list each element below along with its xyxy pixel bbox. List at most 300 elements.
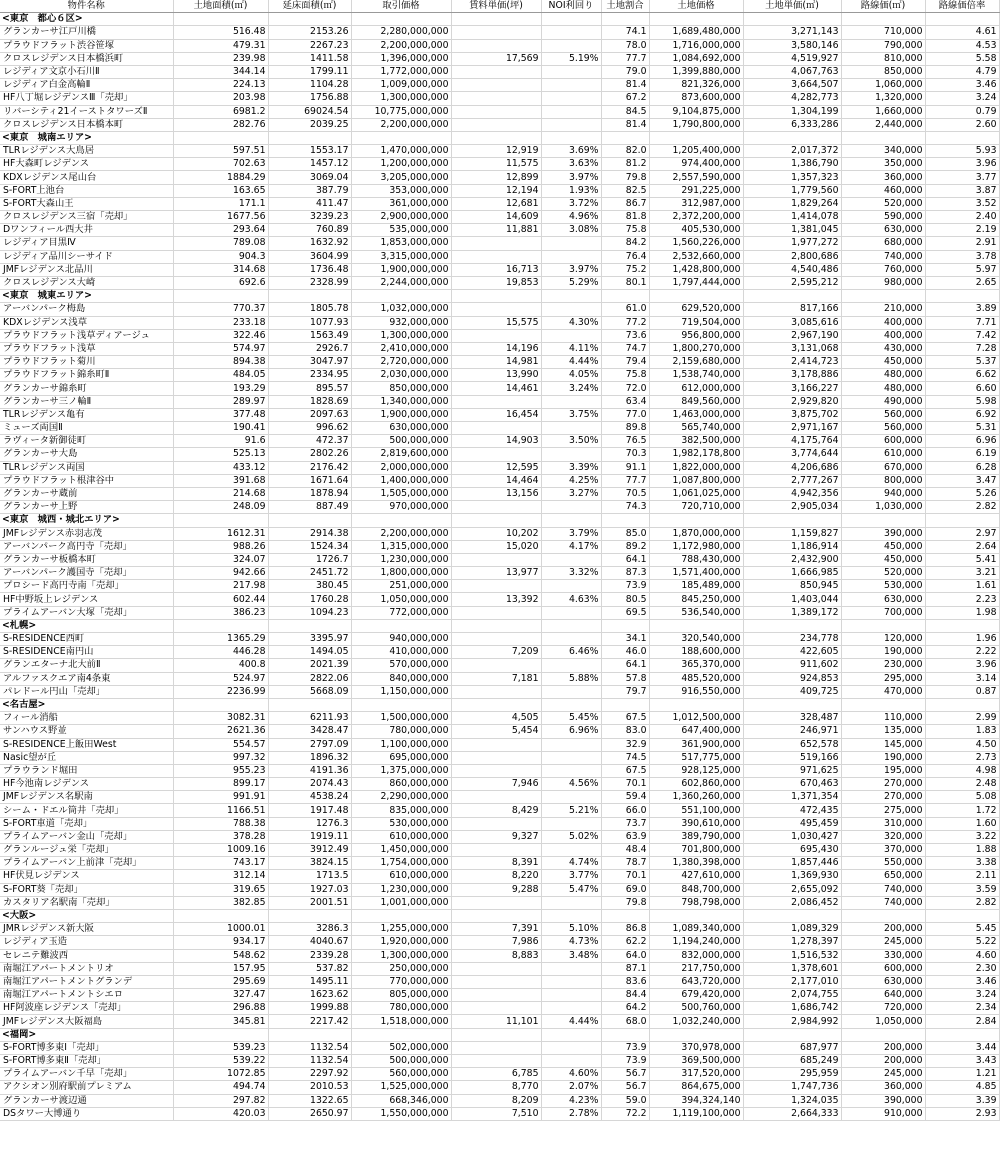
column-header: 土地価格 bbox=[649, 0, 743, 13]
value-cell: 275,000 bbox=[841, 804, 925, 817]
value-cell: 551,100,000 bbox=[649, 804, 743, 817]
value-cell: 1563.49 bbox=[268, 329, 351, 342]
section-title: <東京 都心６区> bbox=[0, 13, 173, 26]
value-cell: 78.0 bbox=[601, 39, 649, 52]
empty-cell bbox=[743, 290, 841, 303]
value-cell: 895.57 bbox=[268, 382, 351, 395]
value-cell: 560,000 bbox=[841, 408, 925, 421]
value-cell: 602.44 bbox=[173, 593, 268, 606]
value-cell: 4,067,763 bbox=[743, 65, 841, 78]
value-cell: 536,540,000 bbox=[649, 606, 743, 619]
value-cell: 80.5 bbox=[601, 593, 649, 606]
table-row bbox=[0, 39, 999, 52]
property-name-cell: グランカーサ三ノ輪Ⅱ bbox=[0, 395, 173, 408]
property-name-cell: カスタリア名駅南「売却」 bbox=[0, 896, 173, 909]
column-header: 土地単価(㎡) bbox=[743, 0, 841, 13]
value-cell: 4.30% bbox=[541, 316, 601, 329]
value-cell: 760,000 bbox=[841, 263, 925, 276]
value-cell: 850,000,000 bbox=[351, 382, 451, 395]
value-cell: 75.8 bbox=[601, 369, 649, 382]
table-row bbox=[0, 1055, 999, 1068]
empty-cell bbox=[268, 909, 351, 922]
value-cell: 1.93% bbox=[541, 184, 601, 197]
empty-cell bbox=[173, 698, 268, 711]
empty-cell bbox=[649, 290, 743, 303]
value-cell: 2926.7 bbox=[268, 342, 351, 355]
value-cell: 190,000 bbox=[841, 646, 925, 659]
value-cell: 1623.62 bbox=[268, 989, 351, 1002]
table-row bbox=[0, 237, 999, 250]
value-cell: 2328.99 bbox=[268, 276, 351, 289]
value-cell: 1,470,000,000 bbox=[351, 145, 451, 158]
property-name-cell: JMFレジデンス名駅南 bbox=[0, 791, 173, 804]
value-cell: 390,610,000 bbox=[649, 817, 743, 830]
property-name-cell: ラヴィータ新御徒町 bbox=[0, 435, 173, 448]
section-header-row bbox=[0, 13, 999, 26]
value-cell: 934.17 bbox=[173, 936, 268, 949]
value-cell: 72.0 bbox=[601, 382, 649, 395]
value-cell: 16,713 bbox=[451, 263, 541, 276]
value-cell: 84.2 bbox=[601, 237, 649, 250]
value-cell bbox=[451, 751, 541, 764]
value-cell: 970,000,000 bbox=[351, 501, 451, 514]
value-cell: 1494.05 bbox=[268, 646, 351, 659]
value-cell: 3,774,644 bbox=[743, 448, 841, 461]
value-cell: 79.7 bbox=[601, 685, 649, 698]
empty-cell bbox=[451, 909, 541, 922]
value-cell: 940,000 bbox=[841, 487, 925, 500]
empty-cell bbox=[351, 13, 451, 26]
value-cell: 422,605 bbox=[743, 646, 841, 659]
value-cell: 4.53 bbox=[925, 39, 999, 52]
value-cell: 4,505 bbox=[451, 712, 541, 725]
value-cell: 67.5 bbox=[601, 712, 649, 725]
empty-cell bbox=[649, 131, 743, 144]
value-cell: 1072.85 bbox=[173, 1068, 268, 1081]
value-cell bbox=[541, 39, 601, 52]
property-name-cell: KDXレジデンス尾山台 bbox=[0, 171, 173, 184]
value-cell: 864,675,000 bbox=[649, 1081, 743, 1094]
value-cell: 2.65 bbox=[925, 276, 999, 289]
value-cell: 14,609 bbox=[451, 211, 541, 224]
section-title: <大阪> bbox=[0, 909, 173, 922]
value-cell: 251,000,000 bbox=[351, 580, 451, 593]
value-cell: 84.4 bbox=[601, 989, 649, 1002]
value-cell: 1,060,000 bbox=[841, 79, 925, 92]
value-cell: 1,300,000,000 bbox=[351, 949, 451, 962]
value-cell: 1,230,000,000 bbox=[351, 883, 451, 896]
value-cell: 500,760,000 bbox=[649, 1002, 743, 1015]
value-cell: 910,000 bbox=[841, 1107, 925, 1120]
property-name-cell: グランカーサ板橋本町 bbox=[0, 553, 173, 566]
value-cell: 74.1 bbox=[601, 26, 649, 39]
value-cell bbox=[451, 764, 541, 777]
value-cell: 4.17% bbox=[541, 540, 601, 553]
value-cell: 3.97% bbox=[541, 171, 601, 184]
value-cell: 2.48 bbox=[925, 778, 999, 791]
value-cell: 4,519,927 bbox=[743, 52, 841, 65]
value-cell: 74.7 bbox=[601, 342, 649, 355]
value-cell: 3047.97 bbox=[268, 356, 351, 369]
value-cell: 3.24 bbox=[925, 989, 999, 1002]
value-cell: 1,320,000 bbox=[841, 92, 925, 105]
value-cell: 3,315,000,000 bbox=[351, 250, 451, 263]
value-cell: 4.23% bbox=[541, 1094, 601, 1107]
value-cell: 5.93 bbox=[925, 145, 999, 158]
value-cell: 427,610,000 bbox=[649, 870, 743, 883]
value-cell: 3.39 bbox=[925, 1094, 999, 1107]
value-cell: 3.48% bbox=[541, 949, 601, 962]
value-cell: 1,689,480,000 bbox=[649, 26, 743, 39]
value-cell: 1,800,270,000 bbox=[649, 342, 743, 355]
value-cell: 5.88% bbox=[541, 672, 601, 685]
value-cell: 14,981 bbox=[451, 356, 541, 369]
table-row bbox=[0, 1094, 999, 1107]
value-cell: 9,327 bbox=[451, 830, 541, 843]
value-cell: 1,030,427 bbox=[743, 830, 841, 843]
value-cell: 46.0 bbox=[601, 646, 649, 659]
table-row bbox=[0, 949, 999, 962]
empty-cell bbox=[649, 1028, 743, 1041]
value-cell: 70.1 bbox=[601, 778, 649, 791]
value-cell bbox=[541, 844, 601, 857]
value-cell: 82.5 bbox=[601, 184, 649, 197]
value-cell: 1,032,240,000 bbox=[649, 1015, 743, 1028]
table-row bbox=[0, 1041, 999, 1054]
empty-cell bbox=[841, 514, 925, 527]
value-cell: 34.1 bbox=[601, 633, 649, 646]
property-name-cell: 南堀江アパートメントシエロ bbox=[0, 989, 173, 1002]
value-cell: 12,899 bbox=[451, 171, 541, 184]
value-cell: 3604.99 bbox=[268, 250, 351, 263]
table-row bbox=[0, 712, 999, 725]
value-cell: 163.65 bbox=[173, 184, 268, 197]
value-cell: 772,000,000 bbox=[351, 606, 451, 619]
value-cell: 5.37 bbox=[925, 356, 999, 369]
value-cell: 6.96 bbox=[925, 435, 999, 448]
value-cell bbox=[451, 844, 541, 857]
value-cell: 701,800,000 bbox=[649, 844, 743, 857]
value-cell: 56.7 bbox=[601, 1068, 649, 1081]
property-name-cell: TLRレジデンス大鳥居 bbox=[0, 145, 173, 158]
value-cell: 2,984,992 bbox=[743, 1015, 841, 1028]
value-cell bbox=[541, 738, 601, 751]
column-header: 延床面積(㎡) bbox=[268, 0, 351, 13]
empty-cell bbox=[743, 1028, 841, 1041]
value-cell: 73.9 bbox=[601, 580, 649, 593]
value-cell: 420.03 bbox=[173, 1107, 268, 1120]
value-cell: 450,000 bbox=[841, 540, 925, 553]
table-row bbox=[0, 145, 999, 158]
column-header: 取引価格 bbox=[351, 0, 451, 13]
value-cell: 524.97 bbox=[173, 672, 268, 685]
value-cell: 8,220 bbox=[451, 870, 541, 883]
value-cell: 702.63 bbox=[173, 158, 268, 171]
value-cell: 59.4 bbox=[601, 791, 649, 804]
value-cell: 4.05% bbox=[541, 369, 601, 382]
value-cell: 13,990 bbox=[451, 369, 541, 382]
value-cell: 1,450,000,000 bbox=[351, 844, 451, 857]
property-name-cell: HF伏見レジデンス bbox=[0, 870, 173, 883]
value-cell: 2.84 bbox=[925, 1015, 999, 1028]
value-cell: 1,050,000,000 bbox=[351, 593, 451, 606]
value-cell: 250,000,000 bbox=[351, 962, 451, 975]
value-cell: 472.37 bbox=[268, 435, 351, 448]
value-cell: 1,800,000,000 bbox=[351, 567, 451, 580]
value-cell: 3.87 bbox=[925, 184, 999, 197]
column-header: 土地面積(㎡) bbox=[173, 0, 268, 13]
value-cell: 7,510 bbox=[451, 1107, 541, 1120]
value-cell: 2451.72 bbox=[268, 567, 351, 580]
value-cell bbox=[541, 1002, 601, 1015]
value-cell: 14,196 bbox=[451, 342, 541, 355]
table-row bbox=[0, 989, 999, 1002]
value-cell: 1322.65 bbox=[268, 1094, 351, 1107]
value-cell bbox=[541, 501, 601, 514]
value-cell: 3,664,507 bbox=[743, 79, 841, 92]
value-cell: 517,775,000 bbox=[649, 751, 743, 764]
empty-cell bbox=[173, 619, 268, 632]
value-cell: 63.9 bbox=[601, 830, 649, 843]
value-cell: 4.60 bbox=[925, 949, 999, 962]
value-cell: 68.0 bbox=[601, 1015, 649, 1028]
value-cell: 535,000,000 bbox=[351, 224, 451, 237]
value-cell: 2,432,900 bbox=[743, 553, 841, 566]
value-cell bbox=[451, 633, 541, 646]
value-cell: 3.43 bbox=[925, 1055, 999, 1068]
empty-cell bbox=[649, 698, 743, 711]
table-row bbox=[0, 197, 999, 210]
value-cell: 5.29% bbox=[541, 276, 601, 289]
value-cell: 1,550,000,000 bbox=[351, 1107, 451, 1120]
empty-cell bbox=[351, 698, 451, 711]
value-cell: 629,520,000 bbox=[649, 303, 743, 316]
property-name-cell: 南堀江アパートメントリオ bbox=[0, 962, 173, 975]
empty-cell bbox=[541, 514, 601, 527]
value-cell: 1,324,035 bbox=[743, 1094, 841, 1107]
property-name-cell: HF今池南レジデンス bbox=[0, 778, 173, 791]
value-cell: 1,300,000,000 bbox=[351, 92, 451, 105]
table-row bbox=[0, 857, 999, 870]
value-cell: 12,194 bbox=[451, 184, 541, 197]
value-cell: 1917.48 bbox=[268, 804, 351, 817]
value-cell: 3428.47 bbox=[268, 725, 351, 738]
value-cell: 57.8 bbox=[601, 672, 649, 685]
value-cell: 2,532,660,000 bbox=[649, 250, 743, 263]
table-row bbox=[0, 501, 999, 514]
table-row bbox=[0, 263, 999, 276]
value-cell: 2,655,092 bbox=[743, 883, 841, 896]
value-cell: 382,500,000 bbox=[649, 435, 743, 448]
empty-cell bbox=[649, 514, 743, 527]
value-cell: 195,000 bbox=[841, 764, 925, 777]
value-cell: 647,400,000 bbox=[649, 725, 743, 738]
property-name-cell: グランカーサ蔵前 bbox=[0, 487, 173, 500]
value-cell: 1.96 bbox=[925, 633, 999, 646]
value-cell bbox=[451, 606, 541, 619]
value-cell: 386.23 bbox=[173, 606, 268, 619]
value-cell: 8,883 bbox=[451, 949, 541, 962]
table-row bbox=[0, 672, 999, 685]
property-name-cell: アクシオン別府駅前プレミアム bbox=[0, 1081, 173, 1094]
empty-cell bbox=[351, 290, 451, 303]
value-cell: 3395.97 bbox=[268, 633, 351, 646]
value-cell: 1,386,790 bbox=[743, 158, 841, 171]
value-cell: 188,600,000 bbox=[649, 646, 743, 659]
empty-cell bbox=[541, 909, 601, 922]
value-cell: 293.64 bbox=[173, 224, 268, 237]
value-cell: 1,032,000,000 bbox=[351, 303, 451, 316]
value-cell: 17,569 bbox=[451, 52, 541, 65]
value-cell: 560,000,000 bbox=[351, 1068, 451, 1081]
value-cell: 916,550,000 bbox=[649, 685, 743, 698]
value-cell: 1,186,914 bbox=[743, 540, 841, 553]
value-cell: 1,525,000,000 bbox=[351, 1081, 451, 1094]
value-cell: 5668.09 bbox=[268, 685, 351, 698]
value-cell: 480,000 bbox=[841, 382, 925, 395]
value-cell: 2,030,000,000 bbox=[351, 369, 451, 382]
property-name-cell: HF八丁堀レジデンスⅢ「売却」 bbox=[0, 92, 173, 105]
value-cell: 652,578 bbox=[743, 738, 841, 751]
value-cell: 8,429 bbox=[451, 804, 541, 817]
value-cell: 1999.88 bbox=[268, 1002, 351, 1015]
value-cell: 7.42 bbox=[925, 329, 999, 342]
value-cell: 1,150,000,000 bbox=[351, 685, 451, 698]
value-cell: 942.66 bbox=[173, 567, 268, 580]
table-row bbox=[0, 316, 999, 329]
value-cell: 270,000 bbox=[841, 791, 925, 804]
value-cell: 570,000,000 bbox=[351, 659, 451, 672]
value-cell: 4.60% bbox=[541, 1068, 601, 1081]
empty-cell bbox=[351, 131, 451, 144]
table-row bbox=[0, 870, 999, 883]
empty-cell bbox=[841, 1028, 925, 1041]
property-name-cell: HF中野坂上レジデンス bbox=[0, 593, 173, 606]
value-cell: 1,381,045 bbox=[743, 224, 841, 237]
value-cell: 2,900,000,000 bbox=[351, 211, 451, 224]
empty-cell bbox=[541, 619, 601, 632]
table-row bbox=[0, 751, 999, 764]
value-cell: 1,389,172 bbox=[743, 606, 841, 619]
property-name-cell: グランカーサ錦糸町 bbox=[0, 382, 173, 395]
value-cell: 327.47 bbox=[173, 989, 268, 1002]
value-cell bbox=[541, 303, 601, 316]
value-cell: 8,391 bbox=[451, 857, 541, 870]
property-name-cell: アーバンパーク高円寺「売却」 bbox=[0, 540, 173, 553]
value-cell: 350,000 bbox=[841, 158, 925, 171]
value-cell: 1,982,178,800 bbox=[649, 448, 743, 461]
section-header-row bbox=[0, 909, 999, 922]
value-cell: 110,000 bbox=[841, 712, 925, 725]
value-cell bbox=[451, 975, 541, 988]
empty-cell bbox=[743, 909, 841, 922]
value-cell: 610,000,000 bbox=[351, 870, 451, 883]
value-cell: 3.96 bbox=[925, 659, 999, 672]
table-row bbox=[0, 356, 999, 369]
value-cell: 312.14 bbox=[173, 870, 268, 883]
value-cell: 695,430 bbox=[743, 844, 841, 857]
value-cell: 1,571,400,000 bbox=[649, 567, 743, 580]
value-cell: 4.44% bbox=[541, 1015, 601, 1028]
value-cell: 3.22 bbox=[925, 830, 999, 843]
empty-cell bbox=[268, 13, 351, 26]
value-cell: 1524.34 bbox=[268, 540, 351, 553]
value-cell: 61.0 bbox=[601, 303, 649, 316]
column-header: 賃料単価(坪) bbox=[451, 0, 541, 13]
value-cell: 1,315,000,000 bbox=[351, 540, 451, 553]
value-cell: 328,487 bbox=[743, 712, 841, 725]
value-cell: 996.62 bbox=[268, 422, 351, 435]
value-cell: 2010.53 bbox=[268, 1081, 351, 1094]
value-cell: 2,000,000,000 bbox=[351, 461, 451, 474]
value-cell bbox=[541, 118, 601, 131]
value-cell: 4.50 bbox=[925, 738, 999, 751]
value-cell: 73.9 bbox=[601, 1055, 649, 1068]
value-cell: 956,800,000 bbox=[649, 329, 743, 342]
value-cell: 4.61 bbox=[925, 26, 999, 39]
value-cell: 370,978,000 bbox=[649, 1041, 743, 1054]
empty-cell bbox=[268, 131, 351, 144]
value-cell: 1878.94 bbox=[268, 487, 351, 500]
value-cell: 79.4 bbox=[601, 356, 649, 369]
value-cell: 516.48 bbox=[173, 26, 268, 39]
empty-cell bbox=[173, 290, 268, 303]
value-cell: 3.38 bbox=[925, 857, 999, 870]
property-name-cell: クロスレジデンス日本橋本町 bbox=[0, 118, 173, 131]
value-cell: 56.7 bbox=[601, 1081, 649, 1094]
property-name-cell: JMFレジデンス北品川 bbox=[0, 263, 173, 276]
value-cell: 3.77% bbox=[541, 870, 601, 883]
value-cell: 554.57 bbox=[173, 738, 268, 751]
value-cell: 1000.01 bbox=[173, 923, 268, 936]
value-cell: 7,986 bbox=[451, 936, 541, 949]
table-row bbox=[0, 276, 999, 289]
value-cell: 740,000 bbox=[841, 883, 925, 896]
value-cell: 3,166,227 bbox=[743, 382, 841, 395]
value-cell: 2,664,333 bbox=[743, 1107, 841, 1120]
value-cell bbox=[541, 659, 601, 672]
table-row bbox=[0, 329, 999, 342]
value-cell: 971,625 bbox=[743, 764, 841, 777]
value-cell: 2,086,452 bbox=[743, 896, 841, 909]
value-cell: 1,977,272 bbox=[743, 237, 841, 250]
value-cell: 612,000,000 bbox=[649, 382, 743, 395]
table-row bbox=[0, 962, 999, 975]
empty-cell bbox=[601, 698, 649, 711]
value-cell: 4.74% bbox=[541, 857, 601, 870]
property-name-cell: Dワンフィール西大井 bbox=[0, 224, 173, 237]
value-cell: 3.21 bbox=[925, 567, 999, 580]
value-cell: 7,209 bbox=[451, 646, 541, 659]
empty-cell bbox=[541, 13, 601, 26]
table-row bbox=[0, 382, 999, 395]
value-cell: 850,000 bbox=[841, 65, 925, 78]
value-cell: 377.48 bbox=[173, 408, 268, 421]
value-cell bbox=[451, 553, 541, 566]
value-cell: 850,945 bbox=[743, 580, 841, 593]
table-row bbox=[0, 65, 999, 78]
value-cell: 1,001,000,000 bbox=[351, 896, 451, 909]
value-cell: 3.75% bbox=[541, 408, 601, 421]
value-cell: 3.46 bbox=[925, 975, 999, 988]
value-cell bbox=[451, 26, 541, 39]
value-cell: 600,000 bbox=[841, 435, 925, 448]
table-row bbox=[0, 1081, 999, 1094]
value-cell: 15,020 bbox=[451, 540, 541, 553]
empty-cell bbox=[541, 698, 601, 711]
table-row bbox=[0, 567, 999, 580]
value-cell: 390,000 bbox=[841, 527, 925, 540]
